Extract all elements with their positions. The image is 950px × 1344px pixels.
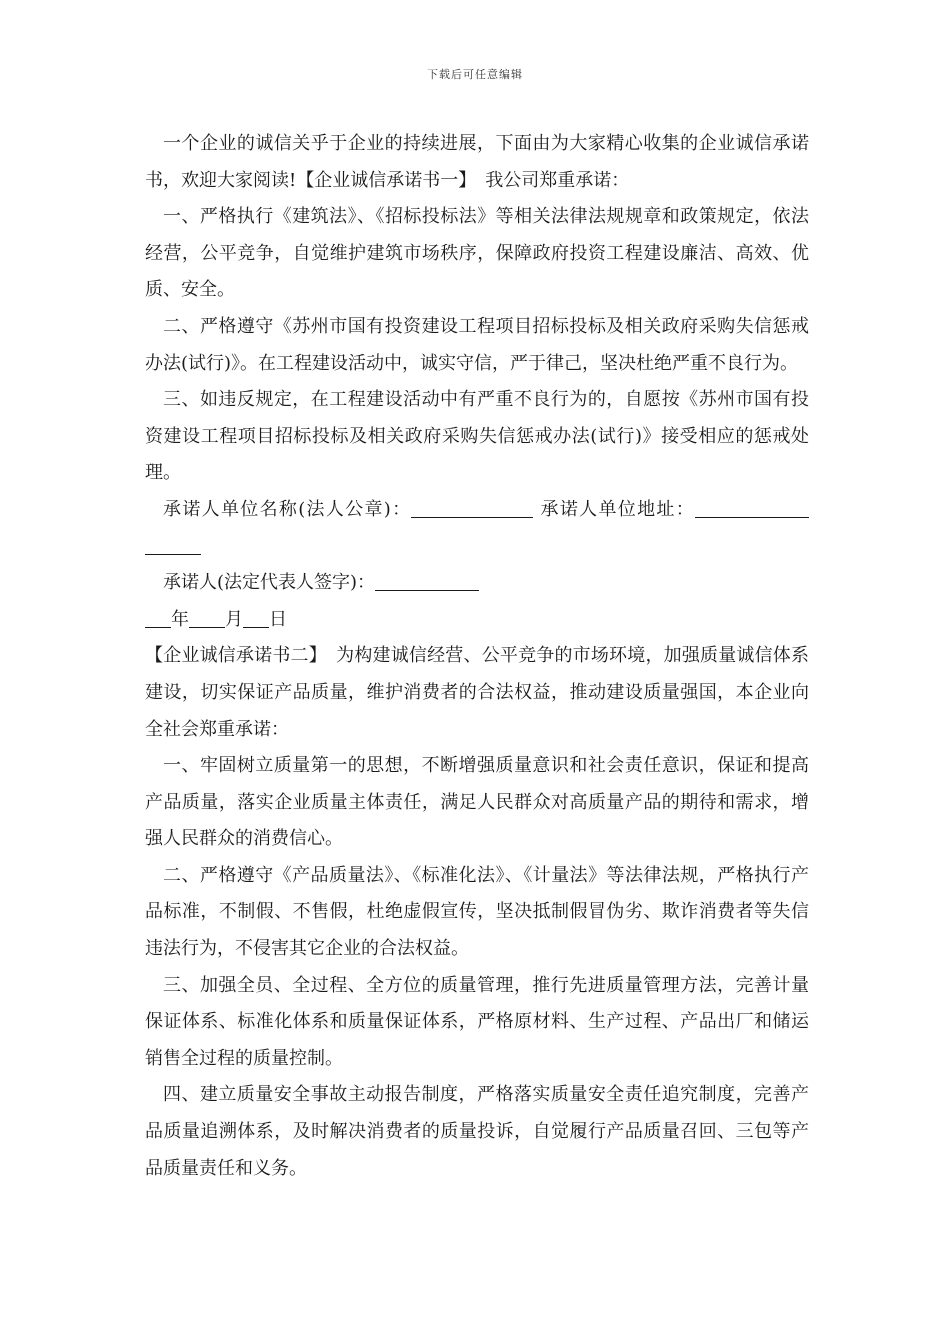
letter1-item-3: 三、如违反规定，在工程建设活动中有严重不良行为的，自愿按《苏州市国有投资建设工程项目招标投标及相关政府采购失信惩戒办法(试行)》接受相应的惩戒处理。 [145,389,809,484]
org-info-line [145,492,809,565]
signer-line [145,565,809,602]
org-address-label: 承诺人单位地址： [540,498,696,520]
letter2-item-4: 四、建立质量安全事故主动报告制度，严格落实质量安全责任追究制度，完善产品质量追溯体系，及时解决消费者的质量投诉，自觉履行产品质量召回、三包等产品质量责任和义务。 [145,1084,809,1179]
letter1-item-1: 一、严格执行《建筑法》、《招标投标法》等相关法律法规规章和政策规定，依法经营，公平竞争，自觉维护建筑市场秩序，保障政府投资工程建设廉洁、高效、优质、安全。 [145,206,809,301]
date-line [145,602,809,639]
intro-paragraph: 一个企业的诚信关乎于企业的持续进展，下面由为大家精心收集的企业诚信承诺书，欢迎大家阅读!【企业诚信承诺书一】 我公司郑重承诺： [145,133,809,191]
header-note: 下载后可任意编辑 [427,68,523,81]
month-label: 月 [225,608,243,630]
org-address-blank[interactable] [695,499,809,518]
letter1-item-2: 二、严格遵守《苏州市国有投资建设工程项目招标投标及相关政府采购失信惩戒办法(试行)》。在工程建设活动中，诚实守信，严于律己，坚决杜绝严重不良行为。 [145,315,809,374]
letter2-item-1: 一、牢固树立质量第一的思想，不断增强质量意识和社会责任意识，保证和提高产品质量，落实企业质量主体责任，满足人民群众对高质量产品的期待和需求，增强人民群众的消费信心。 [145,755,809,850]
org-name-blank[interactable] [411,499,533,518]
org-address-blank-cont[interactable] [145,536,201,555]
year-blank[interactable] [145,609,171,628]
letter2-item-3: 三、加强全员、全过程、全方位的质量管理，推行先进质量管理方法，完善计量保证体系、标准化体系和质量保证体系，严格原材料、生产过程、产品出厂和储运销售全过程的质量控制。 [145,974,809,1069]
signer-blank[interactable] [375,572,479,591]
letter2-item-2: 二、严格遵守《产品质量法》、《标准化法》、《计量法》等法律法规，严格执行产品标准，不制假、不售假，杜绝虚假宣传，坚决抵制假冒伪劣、欺诈消费者等失信违法行为，不侵害其它企业的合法权益。 [145,864,809,960]
org-name-label: 承诺人单位名称(法人公章)： [163,498,412,520]
day-label: 日 [269,608,287,630]
day-blank[interactable] [243,609,269,628]
month-blank[interactable] [189,609,225,628]
signer-label: 承诺人(法定代表人签字)： [163,572,376,594]
letter2-intro: 【企业诚信承诺书二】 为构建诚信经营、公平竞争的市场环境，加强质量诚信体系建设，切实保证产品质量，维护消费者的合法权益，推动建设质量强国，本企业向全社会郑重承诺： [145,645,809,740]
document-body [145,126,809,1187]
year-label: 年 [171,608,189,630]
